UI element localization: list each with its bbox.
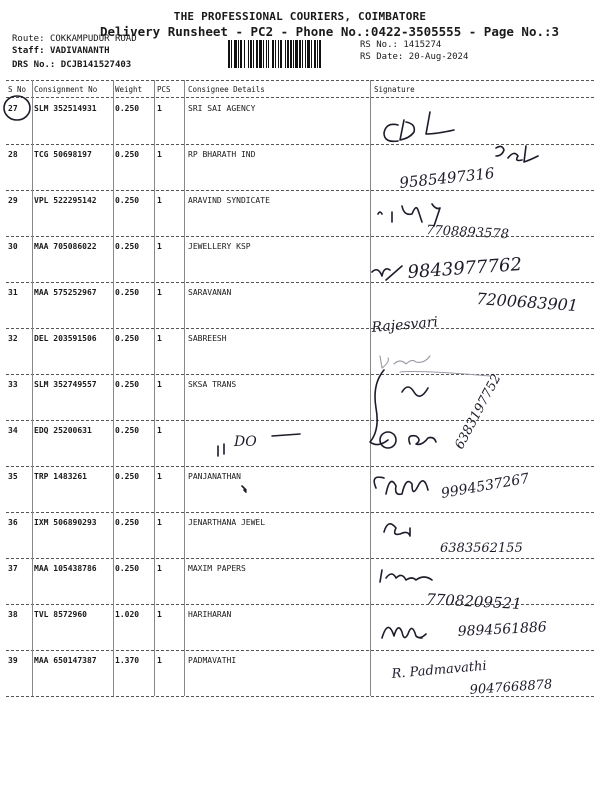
row-consignment-no: MAA 650147387 <box>34 656 97 665</box>
row-pcs: 1 <box>157 564 162 573</box>
row-sno: 32 <box>8 334 18 343</box>
handwritten-phone-row37: 7708209521 <box>425 590 523 613</box>
row-pcs: 1 <box>157 104 162 113</box>
row-consignment-no: TCG 50698197 <box>34 150 92 159</box>
row-pcs: 1 <box>157 610 162 619</box>
row-weight: 0.250 <box>115 104 140 113</box>
handwritten-phone-row31: 7200683901 <box>475 289 579 316</box>
row-separator <box>6 236 594 237</box>
column-divider <box>32 80 33 696</box>
row-weight: 0.250 <box>115 472 140 481</box>
row-consignee: JENARTHANA JEWEL <box>188 518 266 527</box>
row-consignee: HARIHARAN <box>188 610 232 619</box>
row-consignment-no: DEL 203591506 <box>34 334 97 343</box>
row-sno: 38 <box>8 610 18 619</box>
row-weight: 1.020 <box>115 610 140 619</box>
handwritten-phone-row39: 9047668878 <box>469 677 553 698</box>
drs-value: DCJB141527403 <box>60 60 132 70</box>
row-pcs: 1 <box>157 656 162 665</box>
drs-label: DRS No.: <box>12 60 56 70</box>
row-separator <box>6 420 594 421</box>
row-separator <box>6 374 594 375</box>
row-consignment-no: SLM 352514931 <box>34 104 97 113</box>
row-separator <box>6 558 594 559</box>
col-signature-header: Signature <box>374 85 415 94</box>
column-divider <box>184 80 185 696</box>
row-sno: 37 <box>8 564 18 573</box>
row-weight: 0.250 <box>115 334 140 343</box>
row-pcs: 1 <box>157 288 162 297</box>
rs-date-label: RS Date: <box>360 52 404 62</box>
row-weight: 0.250 <box>115 518 140 527</box>
drs-line <box>12 60 131 70</box>
row-pcs: 1 <box>157 472 162 481</box>
handwritten-phone-row38: 9894561886 <box>457 619 548 640</box>
row-pcs: 1 <box>157 334 162 343</box>
row-consignment-no: MAA 705086022 <box>34 242 97 251</box>
rs-no-value: 1415274 <box>403 40 442 50</box>
rs-date-value: 20-Aug-2024 <box>408 52 469 62</box>
row-consignment-no: EDQ 25200631 <box>34 426 92 435</box>
table-row <box>6 98 594 144</box>
row-consignee: RP BHARATH IND <box>188 150 256 159</box>
col-sno-header: S No <box>8 85 27 94</box>
row-weight: 0.250 <box>115 196 140 205</box>
row-sno: 36 <box>8 518 18 527</box>
row-consignment-no: MAA 575252967 <box>34 288 97 297</box>
row-separator <box>6 512 594 513</box>
row-consignment-no: MAA 105438786 <box>34 564 97 573</box>
table-header-row <box>6 80 594 98</box>
column-divider <box>154 80 155 696</box>
route-line <box>12 34 137 44</box>
row-sno: 30 <box>8 242 18 251</box>
barcode-image <box>228 40 356 68</box>
handwritten-phone-row35: 9994537267 <box>439 470 531 502</box>
row-sno: 27 <box>8 104 18 113</box>
handwritten-phone-row33: 6383197752 <box>452 371 505 452</box>
row-sno: 28 <box>8 150 18 159</box>
staff-value: VADIVANANTH <box>49 46 110 56</box>
row-separator <box>6 190 594 191</box>
table-row <box>6 282 594 328</box>
col-pcs-header: PCS <box>157 85 171 94</box>
row-consignment-no: VPL 522295142 <box>34 196 97 205</box>
table-row <box>6 144 594 190</box>
row-separator <box>6 604 594 605</box>
table-row <box>6 466 594 512</box>
row-separator <box>6 696 594 697</box>
table-body <box>6 98 594 696</box>
row-sno: 39 <box>8 656 18 665</box>
row-pcs: 1 <box>157 518 162 527</box>
row-pcs: 1 <box>157 150 162 159</box>
handwritten-name-row31: Rajesvari <box>370 314 439 336</box>
runsheet-table <box>6 80 594 696</box>
col-weight-header: Weight <box>115 85 143 94</box>
handwritten-name-row39: R. Padmavathi <box>391 658 488 682</box>
table-row <box>6 604 594 650</box>
row-weight: 0.250 <box>115 150 140 159</box>
row-separator <box>6 328 594 329</box>
table-row <box>6 420 594 466</box>
row-weight: 0.250 <box>115 242 140 251</box>
table-row <box>6 328 594 374</box>
row-consignee: SRI SAI AGENCY <box>188 104 256 113</box>
table-row <box>6 190 594 236</box>
rs-no-label: RS No.: <box>360 40 398 50</box>
table-row <box>6 512 594 558</box>
row-separator <box>6 144 594 145</box>
row-separator <box>6 650 594 651</box>
row-consignee: SARAVANAN <box>188 288 232 297</box>
row-consignment-no: IXM 506890293 <box>34 518 97 527</box>
row-pcs: 1 <box>157 380 162 389</box>
row-weight: 0.250 <box>115 380 140 389</box>
column-divider <box>113 80 114 696</box>
row-consignment-no: SLM 352749557 <box>34 380 97 389</box>
row-consignee: PADMAVATHI <box>188 656 237 665</box>
row-pcs: 1 <box>157 242 162 251</box>
row-sno: 29 <box>8 196 18 205</box>
route-label: Route: <box>12 34 45 44</box>
row-sno: 34 <box>8 426 18 435</box>
table-row <box>6 558 594 604</box>
row-weight: 1.370 <box>115 656 140 665</box>
row-consignee: MAXIM PAPERS <box>188 564 246 573</box>
row-sno: 35 <box>8 472 18 481</box>
route-value: COKKAMPUDUR ROAD <box>49 34 137 44</box>
runsheet-title: Delivery Runsheet - PC2 - Phone No.:0422-3505555 - Page No.:3 <box>100 24 560 39</box>
row-consignment-no: TVL 8572960 <box>34 610 87 619</box>
staff-label: Staff: <box>12 46 45 56</box>
row-consignee: PANJANATHAN <box>188 472 241 481</box>
handwritten-mark-row34: DO <box>234 434 257 450</box>
column-divider <box>370 80 371 696</box>
row-sno: 33 <box>8 380 18 389</box>
company-name: THE PROFESSIONAL COURIERS, COIMBATORE <box>173 10 427 23</box>
row-weight: 0.250 <box>115 564 140 573</box>
row-consignee: SABREESH <box>188 334 227 343</box>
table-row <box>6 374 594 420</box>
handwritten-phone-row29: 7708893578 <box>425 223 510 243</box>
row-pcs: 1 <box>157 426 162 435</box>
handwritten-phone-row28: 9585497316 <box>398 164 496 192</box>
handwritten-phone-row36: 6383562155 <box>440 541 523 556</box>
rs-date-line <box>360 52 468 62</box>
row-pcs: 1 <box>157 196 162 205</box>
row-weight: 0.250 <box>115 426 140 435</box>
row-consignment-no: TRP 1483261 <box>34 472 87 481</box>
table-row <box>6 650 594 696</box>
row-sno: 31 <box>8 288 18 297</box>
row-separator <box>6 282 594 283</box>
staff-line <box>12 46 110 56</box>
col-consignee-header: Consignee Details <box>188 85 265 94</box>
row-separator <box>6 466 594 467</box>
handwritten-phone-row30: 9843977762 <box>406 254 523 283</box>
rs-no-line <box>360 40 441 50</box>
col-consignment-header: Consignment No <box>34 85 98 94</box>
row-consignee: JEWELLERY KSP <box>188 242 251 251</box>
row-weight: 0.250 <box>115 288 140 297</box>
row-consignee: SKSA TRANS <box>188 380 237 389</box>
row-consignee: ARAVIND SYNDICATE <box>188 196 270 205</box>
table-row <box>6 236 594 282</box>
